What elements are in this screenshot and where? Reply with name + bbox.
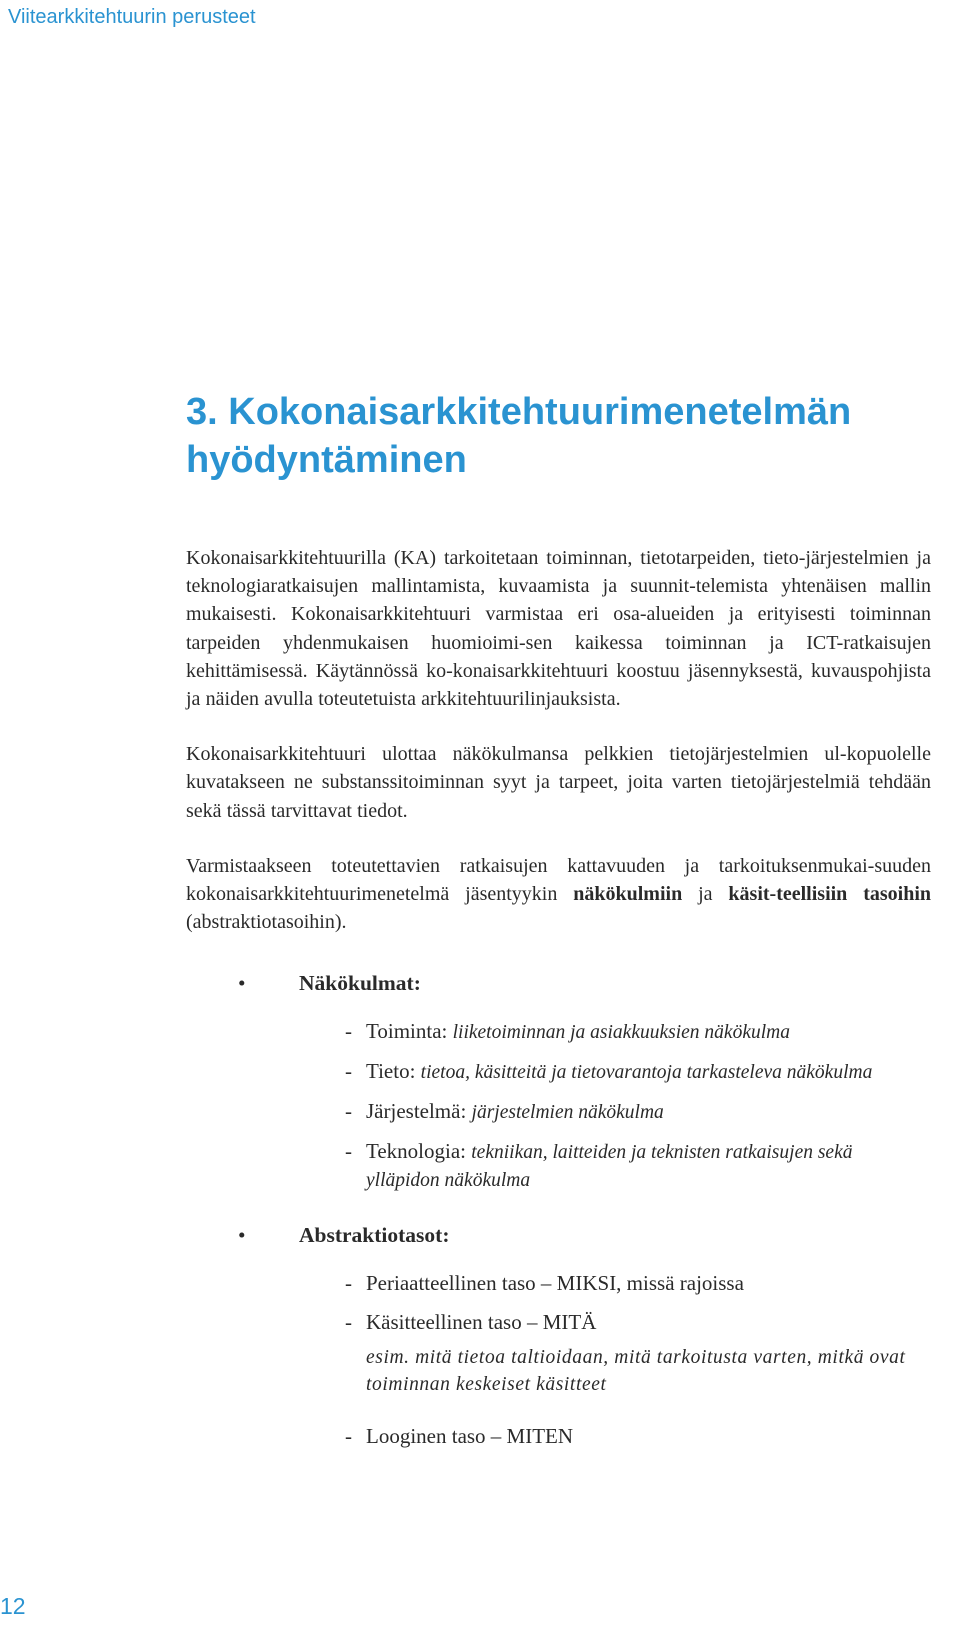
list-item-viewpoint (186, 1018, 931, 1046)
list-item-abstraction-level (186, 1270, 931, 1297)
paragraph-structure-text-2: ja (682, 883, 729, 906)
running-header: Viitearkkitehtuurin perusteet (8, 6, 256, 28)
bullet-viewpoints (186, 968, 931, 998)
item-description: tietoa, käsitteitä ja tietovarantoja tarkasteleva näkökulma (420, 1062, 873, 1084)
chapter-title-line-1: 3. Kokonaisarkkitehtuurimenetelmän (186, 391, 852, 433)
list-item-viewpoint (186, 1138, 931, 1194)
paragraph-structure-text-3: (abstraktiotasoihin). (186, 911, 347, 934)
list-item-viewpoint (186, 1058, 931, 1086)
dash-icon: - (345, 1271, 352, 1296)
item-label: Järjestelmä: (366, 1099, 472, 1124)
dash-icon: - (345, 1059, 352, 1084)
item-label: Toiminta: (366, 1019, 453, 1044)
list-item-abstraction-level (186, 1423, 931, 1450)
list-item-abstraction-level (186, 1309, 931, 1336)
list-item-viewpoint (186, 1098, 931, 1126)
chapter-title (186, 388, 926, 484)
emphasis-viewpoints: näkökulmiin (573, 883, 683, 906)
bullet-heading-abstraction-levels: Abstraktiotasot: (299, 1223, 450, 1248)
bullet-icon: • (238, 1223, 246, 1248)
dash-icon: - (345, 1019, 352, 1044)
item-label: Tieto: (366, 1059, 421, 1084)
bullet-icon: • (238, 971, 246, 996)
emphasis-conceptual-levels: käsit-teellisiin tasoihin (728, 883, 932, 906)
dash-icon: - (345, 1424, 352, 1449)
example-note: esim. mitä tietoa taltioidaan, mitä tarkoitusta varten, mitkä ovat toiminnan keskeiset käsitteet (366, 1347, 906, 1396)
paragraph-structure-text-1: Varmistaakseen toteutettavien ratkaisujen kattavuuden ja tarkoituksenmukai-suuden kokonaisarkkitehtuurimenetelmä jäsentyykin (186, 854, 931, 906)
item-description: liiketoiminnan ja asiakkuuksien näkökulma (452, 1022, 790, 1044)
paragraph-scope: Kokonaisarkkitehtuuri ulottaa näkökulmansa pelkkien tietojärjestelmien ul-kopuolelle kuvatakseen ne substanssitoiminnan syyt ja tarpeet, joita varten tietojärjestelmiä tehdään sekä tässä tarvittavat tiedot. (186, 743, 931, 822)
bullet-heading-viewpoints: Näkökulmat: (299, 971, 421, 996)
item-label: Käsitteellinen taso – MITÄ (366, 1310, 597, 1335)
dash-icon: - (345, 1099, 352, 1124)
chapter-title-line-2: hyödyntäminen (186, 439, 467, 481)
item-label: Teknologia: (366, 1139, 472, 1164)
item-label: Looginen taso – MITEN (366, 1424, 574, 1449)
item-description: tekniikan, laitteiden ja teknisten ratkaisujen sekä ylläpidon näkökulma (366, 1142, 853, 1192)
body-content (186, 544, 931, 1450)
paragraph-intro: Kokonaisarkkitehtuurilla (KA) tarkoitetaan toiminnan, tietotarpeiden, tieto-järjestelmien ja teknologiaratkaisujen mallintamista, kuvaamista ja suunnit-telemista yhtenäisen mallin mukaisesti. Kokonaisarkkitehtuuri varmistaa eri osa-alueiden ja erityisesti toiminnan tarpeiden yhdenmukaisen huomioimi-sen kaikessa toiminnan ja ICT-ratkaisujen kehittämisessä. Käytännössä ko-konaisarkkitehtuuri koostuu jäsennyksestä, kuvauspohjista ja näiden avulla toteutetuista arkkitehtuurilinjauksista. (186, 547, 931, 711)
page-number: 12 (0, 1593, 26, 1619)
bullet-abstraction-levels (186, 1220, 931, 1250)
dash-icon: - (345, 1139, 352, 1164)
paragraph-structure (186, 852, 931, 937)
dash-icon: - (345, 1310, 352, 1335)
item-description: järjestelmien näkökulma (471, 1102, 664, 1124)
item-label: Periaatteellinen taso – MIKSI, missä rajoissa (366, 1271, 744, 1296)
